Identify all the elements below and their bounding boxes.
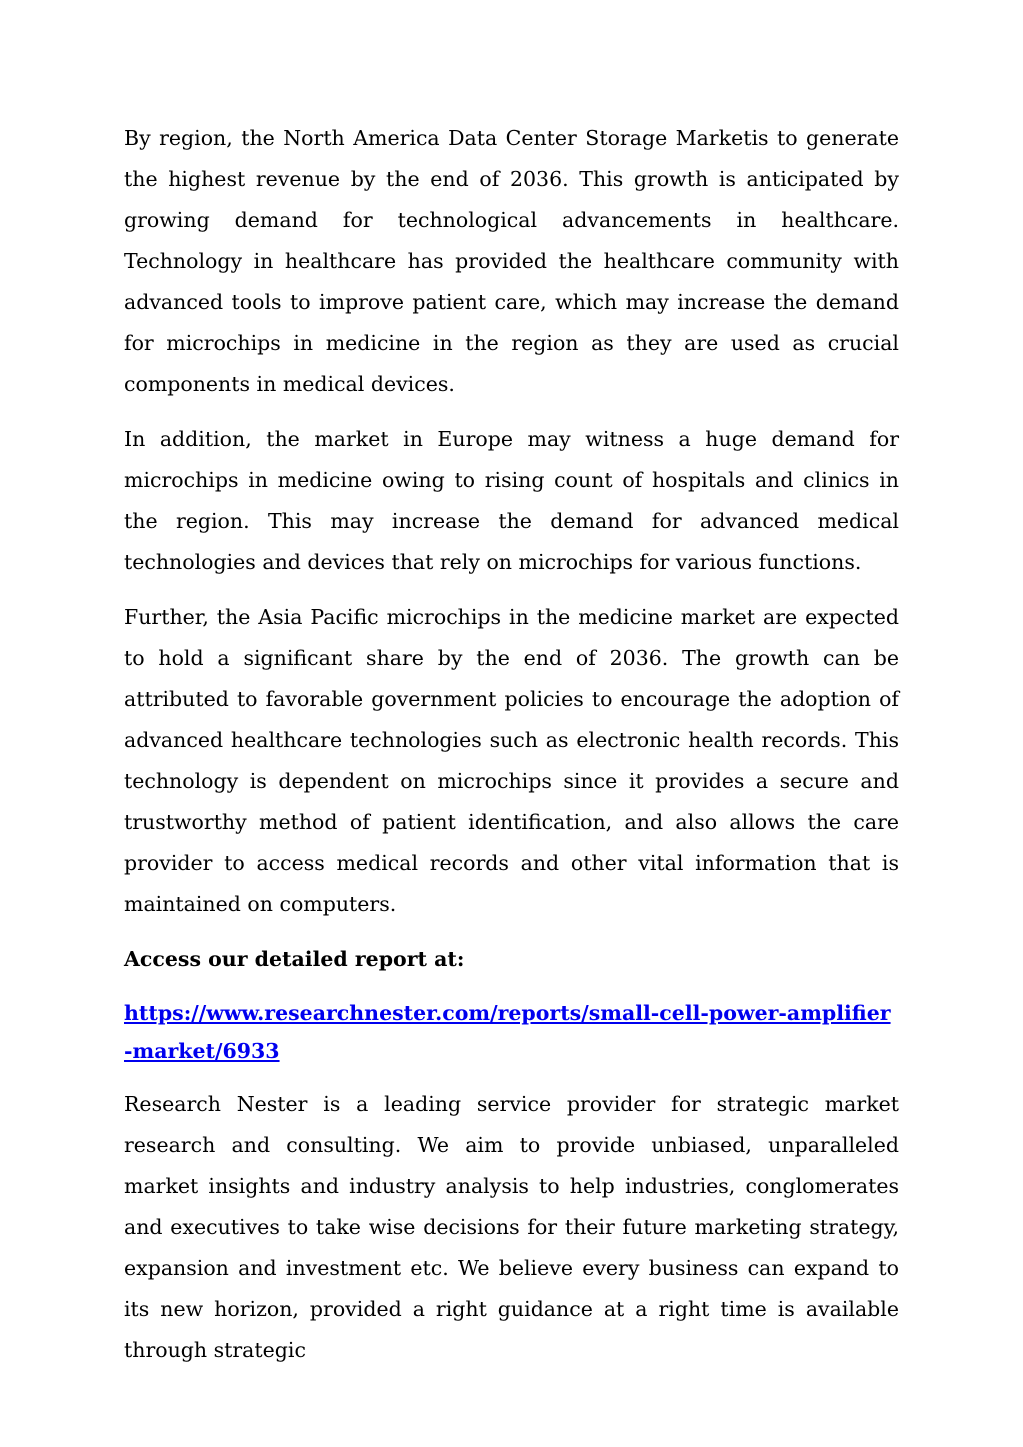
document-page [124, 118, 899, 1371]
paragraph-asia-pacific: Further, the Asia Pacific microchips in the medicine market are expected to hold a significant share by the end of 2036. The growth can be attributed to favorable government policies to encourage the adoption of advanced healthcare technologies such as electronic health records. This technology is dependent on microchips since it provides a secure and trustworthy method of patient identification, and also allows the care provider to access medical records and other vital information that is maintained on computers. [124, 605, 899, 916]
access-report-heading: Access our detailed report at: [124, 947, 465, 971]
report-link[interactable]: https://www.researchnester.com/reports/small-cell-power-amplifier-market/6933 [124, 1001, 891, 1063]
paragraph-europe: In addition, the market in Europe may witness a huge demand for microchips in medicine owing to rising count of hospitals and clinics in the region. This may increase the demand for advanced medical technologies and devices that rely on microchips for various functions. [124, 427, 899, 574]
paragraph-about-research-nester: Research Nester is a leading service provider for strategic market research and consulting. We aim to provide unbiased, unparalleled market insights and industry analysis to help industries, conglomerates and executives to take wise decisions for their future marketing strategy, expansion and investment etc. We believe every business can expand to its new horizon, provided a right guidance at a right time is available through strategic [124, 1092, 899, 1362]
paragraph-north-america: By region, the North America Data Center Storage Marketis to generate the highest revenue by the end of 2036. This growth is anticipated by growing demand for technological advancements in healthcare. Technology in healthcare has provided the healthcare community with advanced tools to improve patient care, which may increase the demand for microchips in medicine in the region as they are used as crucial components in medical devices. [124, 126, 899, 396]
